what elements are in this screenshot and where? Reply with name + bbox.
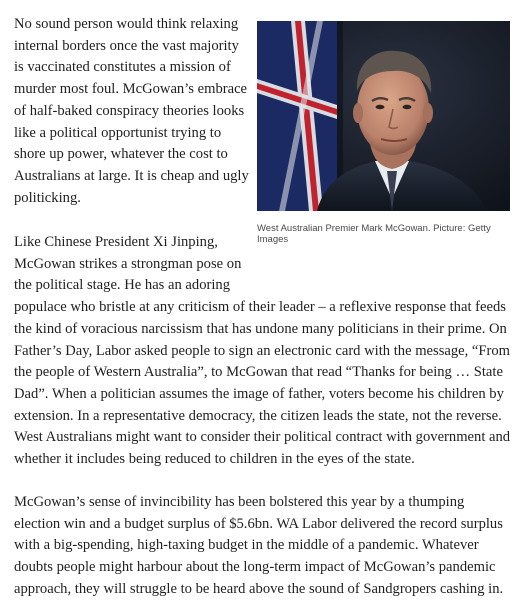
flag-graphic [257,21,343,211]
photo-caption: West Australian Premier Mark McGowan. Picture: Getty Images [257,223,491,245]
premier-portrait-image [257,21,510,211]
paragraph-3: McGowan’s sense of invincibility has been bolstered this year by a thumping election win and a budget surplus of $5.6bn. WA Labor delivered the record surplus with a big-spending, high-taxing budget in the middle of a pandemic. Whatever doubts people might harbour about the long-term impact of McGowan’s pandemic approach, they will struggle to be heard above the sound of Sandgropers cashing in. [14,494,504,597]
figure-wrap-spacer [248,232,514,276]
premier-photo [257,21,510,211]
paragraph-2-text: Like Chinese President Xi Jinping, McGowan strikes a strongman pose on the political stage. He has an adoring populace who bristle at any criticism of their leader – a reflexive response that feeds the kind of voracious narcissism that has undone many politicians in their prime. On Father’s Day, Labor asked people to sign an electronic card with the message, “From the people of Western Australia”, to McGowan that read “Thanks for being … State Dad”. When a politician assumes the image of father, voters become his children by extension. In a representative democracy, the citizen leads the state, not the reverse. West Australians might want to consider their political contract with government and whether it includes being reduced to children in the eyes of the state. [14,234,511,468]
paragraph-1: No sound person would think relaxing internal borders once the vast majority is vaccinated constitutes a mission of murder most foul. McGowan’s embrace of half-baked conspiracy theories looks like a political opportunist trying to shore up power, whatever the cost to Australians at large. It is cheap and ugly politicking. [14,16,249,206]
article-figure [257,21,510,245]
paragraph-2 [14,232,514,471]
